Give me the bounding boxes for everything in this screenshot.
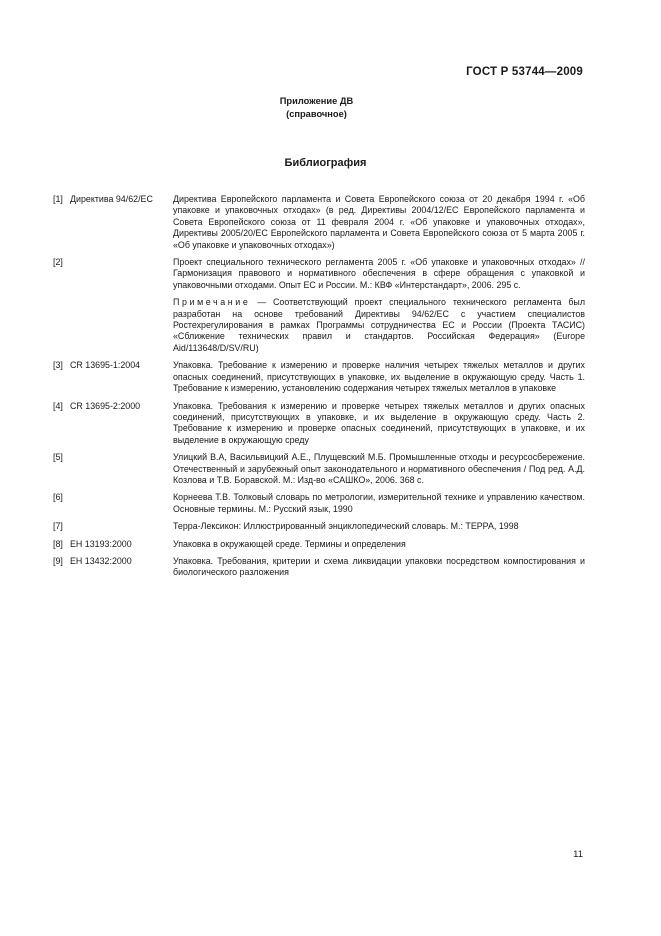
reference-description: Упаковка. Требования к измерению и проверке четырех тяжелых металлов и других опасных соединений, присутствующих в упаковке, и их выделение в окружающую среду. Часть 2. Требование к измерению и проверке опасных соединений, присутствующих в упаковке, и их выделение в окружающую среду bbox=[173, 400, 585, 445]
reference-number: [2] bbox=[53, 257, 63, 268]
reference-cell bbox=[53, 556, 173, 579]
reference-source: EH 13432:2000 bbox=[70, 555, 132, 566]
bibliography-entry-1 bbox=[53, 194, 585, 251]
page-number: 11 bbox=[573, 849, 583, 860]
reference-description: Терра-Лексикон: Иллюстрированный энциклопедический словарь. М.: ТЕРРА, 1998 bbox=[173, 521, 519, 532]
reference-cell bbox=[53, 539, 173, 550]
bibliography-entry-7 bbox=[53, 521, 585, 532]
reference-number: [6] bbox=[53, 492, 63, 503]
bibliography-entry-5 bbox=[53, 452, 585, 486]
reference-cell bbox=[53, 194, 173, 251]
reference-description: Проект специального технического регламента 2005 г. «Об упаковке и упаковочных отходах» // Гармонизация правового и нормативного обеспечения в сфере обращения с упаковкой и упаковочными отходами. Опыт ЕС и России. М.: КВФ «Интерстандарт», 2006. 295 с. bbox=[173, 257, 585, 290]
reference-cell bbox=[53, 401, 173, 447]
reference-description: Улицкий В.А, Васильвицкий А.Е., Плущевский М.Б. Промышленные отходы и ресурсосбережение. Отечественный и зарубежный опыт законодательного и нормативного обеспечения / Под ред. А.Д. Козлова и Т.В. Боравской. М.: Изд-во «САШКО», 2006. 368 с. bbox=[173, 452, 585, 485]
reference-number: [1] bbox=[53, 194, 63, 204]
appendix-title: Приложение ДВ bbox=[279, 96, 354, 106]
reference-description: Корнеева Т.В. Толковый словарь по метрологии, измерительной технике и управлению качеством. Основные термины. М.: Русский язык, 1990 bbox=[173, 492, 585, 514]
reference-number: [9] bbox=[53, 555, 63, 566]
bibliography-entry-6 bbox=[53, 492, 585, 515]
reference-source: Директива 94/62/ЕС bbox=[70, 194, 153, 204]
reference-cell bbox=[53, 257, 173, 354]
appendix-heading bbox=[0, 95, 661, 121]
reference-description-wrapper bbox=[173, 257, 585, 354]
bibliography-entry-8 bbox=[53, 539, 585, 550]
reference-cell bbox=[53, 452, 173, 486]
reference-source: CR 13695-1:2004 bbox=[70, 360, 141, 371]
bibliography-entry-2 bbox=[53, 257, 585, 354]
reference-note bbox=[173, 297, 585, 354]
section-title: Библиография bbox=[284, 157, 367, 169]
reference-number: [8] bbox=[53, 538, 63, 549]
note-label: Примечание bbox=[173, 297, 251, 308]
reference-number: [7] bbox=[53, 521, 63, 532]
reference-number: [3] bbox=[53, 360, 63, 371]
reference-description: Директива Европейского парламента и Совета Европейского союза от 20 декабря 1994 г. «Об упаковке и упаковочных отходах» (в ред. Директивы 2004/12/ЕС Европейского парламента и Совета Европейского союза от 11 февраля 2004 г. «Об упаковке и упаковочных отходах», Директивы 2005/20/ЕС Европейского парламента и Совета Европейского союза от 5 марта 2005 г. «Об упаковке и упаковочных отходах») bbox=[173, 194, 585, 250]
reference-number: [5] bbox=[53, 452, 63, 463]
appendix-subtitle: (справочное) bbox=[286, 109, 347, 119]
reference-cell bbox=[53, 521, 173, 532]
reference-description: Упаковка в окружающей среде. Термины и определения bbox=[173, 538, 406, 549]
reference-source: EH 13193:2000 bbox=[70, 538, 132, 549]
reference-number: [4] bbox=[53, 400, 63, 411]
reference-cell bbox=[53, 360, 173, 394]
reference-cell bbox=[53, 492, 173, 515]
reference-source: CR 13695-2:2000 bbox=[70, 400, 141, 411]
bibliography-entry-3 bbox=[53, 360, 585, 394]
standard-code: ГОСТ Р 53744—2009 bbox=[466, 66, 583, 78]
note-text: — Соответствующий проект специального технического регламента был разработан на основе требований Директивы 94/62/ЕС с участием специалистов Ростехрегулирования в рамках Программы сотрудничества ЕС и России (Проекта ТАСИС) «Сближение технических правил и стандартов. Российская Федерация» (Europe Aid/113648/D/SV/RU) bbox=[173, 297, 585, 353]
section-title-wrapper bbox=[0, 157, 661, 169]
reference-description: Упаковка. Требования, критерии и схема ликвидации упаковки посредством компостирования и биологического разложения bbox=[173, 555, 585, 578]
reference-description: Упаковка. Требование к измерению и проверке наличия четырех тяжелых металлов и других опасных соединений, присутствующих в упаковке, их выделение в окружающую среду. Часть 1. Требование к измерению, установлению содержания четырех тяжелых металлов в упаковке bbox=[173, 360, 585, 394]
bibliography-entry-4 bbox=[53, 401, 585, 447]
bibliography-list bbox=[53, 194, 585, 585]
bibliography-entry-9 bbox=[53, 556, 585, 579]
